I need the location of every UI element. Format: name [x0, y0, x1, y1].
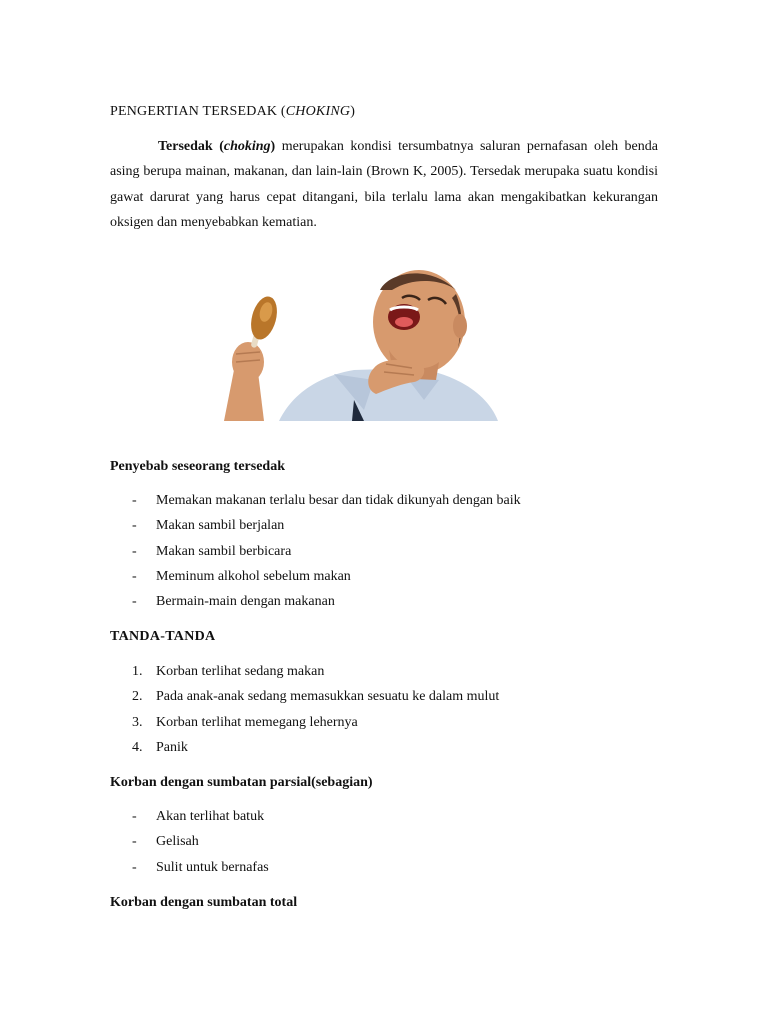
signs-heading: TANDA-TANDA [110, 629, 216, 644]
total-heading: Korban dengan sumbatan total [110, 895, 298, 910]
intro-term: Tersedak [158, 139, 213, 154]
list-item [110, 513, 521, 538]
list-number: 1. [132, 664, 143, 679]
intro-close-paren: ) [270, 139, 276, 154]
intro-paragraph [110, 134, 658, 235]
list-item-text: Memakan makanan terlalu besar dan tidak dikunyah dengan baik [156, 493, 521, 508]
title-italic: CHOKING [285, 104, 351, 119]
partial-heading: Korban dengan sumbatan parsial(sebagian) [110, 775, 373, 790]
list-item [110, 564, 521, 589]
list-item [110, 659, 499, 684]
bullet: - [132, 568, 137, 584]
list-item [110, 539, 521, 564]
list-item [110, 589, 521, 614]
page-title [110, 103, 355, 121]
list-item [110, 804, 269, 829]
list-number: 4. [132, 739, 143, 755]
signs-list [110, 659, 499, 760]
title-suffix: ) [350, 104, 356, 119]
list-item-text: Sulit untuk bernafas [156, 859, 269, 875]
list-item [110, 488, 521, 513]
bullet: - [132, 809, 137, 824]
bullet: - [132, 493, 137, 508]
intro-term-english: choking [223, 139, 271, 154]
causes-list [110, 488, 521, 614]
intro-text: merupakan kondisi tersumbatnya saluran pernafasan oleh benda asing berupa mainan, makanan, dan lain-lain (Brown K, 2005). Tersedak merupaka suatu kondisi gawat darurat yang harus cepat ditangani, bila terlalu lama akan mengakibatkan kekurangan oksigen dan menyebabkan kematian. [110, 139, 658, 230]
list-item [110, 855, 269, 880]
bullet: - [132, 859, 137, 875]
list-item-text: Makan sambil berbicara [156, 543, 292, 559]
list-item-text: Akan terlihat batuk [156, 809, 265, 824]
bullet: - [132, 834, 137, 850]
list-item-text: Bermain-main dengan makanan [156, 594, 335, 610]
choking-man-photo [224, 250, 498, 421]
list-item [110, 684, 499, 709]
list-item-text: Pada anak-anak sedang memasukkan sesuatu ke dalam mulut [156, 689, 500, 705]
causes-heading: Penyebab seseorang tersedak [110, 459, 285, 474]
list-number: 2. [132, 689, 143, 705]
list-item-text: Korban terlihat sedang makan [156, 664, 325, 679]
bullet: - [132, 518, 137, 534]
list-item [110, 710, 499, 735]
title-prefix: PENGERTIAN TERSEDAK ( [110, 104, 286, 119]
bullet: - [132, 594, 137, 610]
bullet: - [132, 543, 137, 559]
list-item-text: Gelisah [156, 834, 199, 850]
list-number: 3. [132, 714, 143, 730]
list-item-text: Panik [156, 739, 188, 755]
list-item [110, 829, 269, 854]
list-item-text: Korban terlihat memegang lehernya [156, 714, 358, 730]
intro-open-paren: ( [212, 139, 224, 154]
choking-illustration [224, 250, 498, 421]
list-item [110, 735, 499, 760]
list-item-text: Meminum alkohol sebelum makan [156, 568, 351, 584]
partial-list [110, 804, 269, 880]
list-item-text: Makan sambil berjalan [156, 518, 285, 534]
